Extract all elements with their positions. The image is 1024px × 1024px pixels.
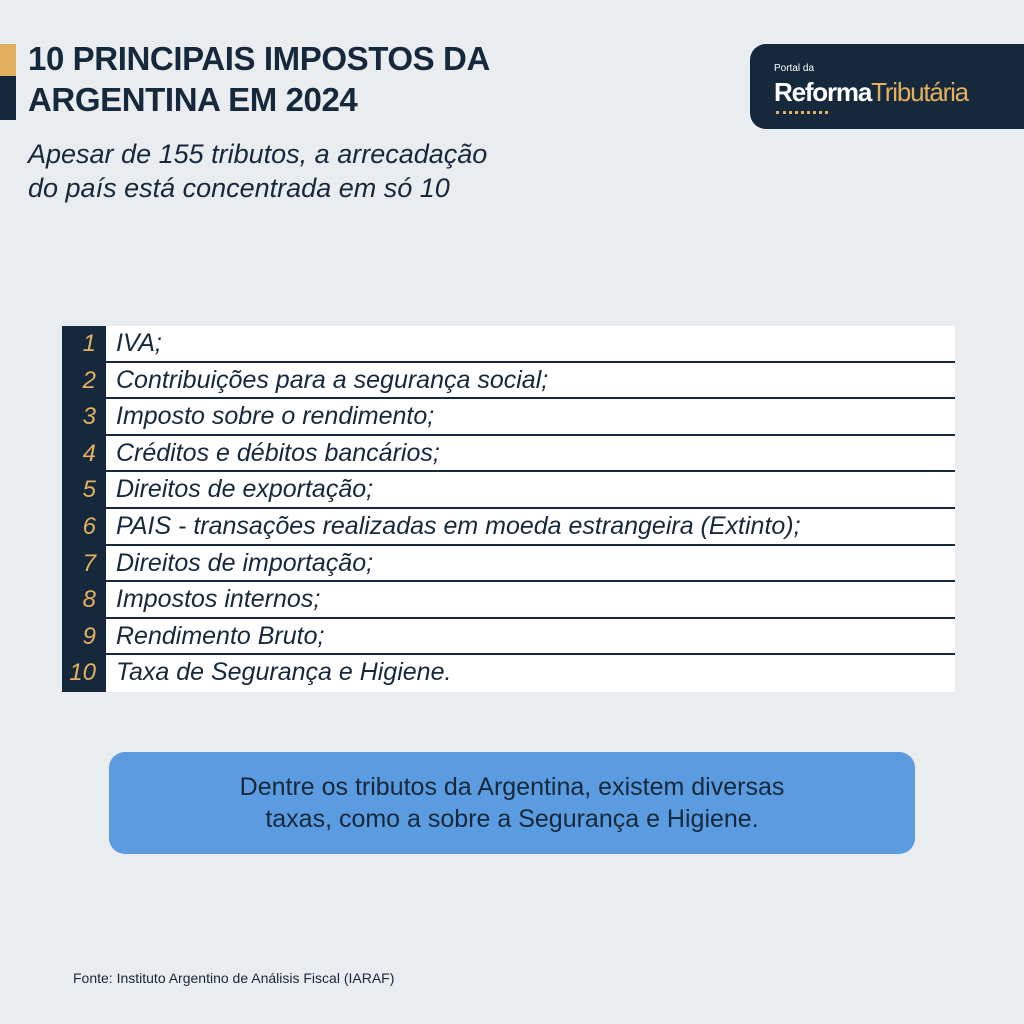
tax-list — [62, 326, 955, 692]
brand-logo-word-tributaria: Tributária — [871, 77, 968, 107]
list-item-text: Imposto sobre o rendimento; — [106, 399, 955, 434]
page-title-line-2: ARGENTINA EM 2024 — [28, 81, 358, 118]
list-item-text: Direitos de exportação; — [106, 472, 955, 507]
list-item-text: Rendimento Bruto; — [106, 619, 955, 654]
list-item-text: Contribuições para a segurança social; — [106, 363, 955, 398]
brand-logo-word-reforma: Reforma — [774, 77, 872, 107]
callout-line-2: taxas, como a sobre a Segurança e Higiene. — [265, 805, 759, 833]
list-item-text: Direitos de importação; — [106, 546, 955, 581]
page-subtitle-line-1: Apesar de 155 tributos, a arrecadação — [28, 139, 488, 169]
list-item-number: 6 — [82, 513, 96, 540]
list-item — [62, 326, 955, 361]
brand-logo-dots — [776, 111, 828, 114]
list-item — [62, 436, 955, 471]
brand-logo — [750, 44, 1024, 129]
callout-line-1: Dentre os tributos da Argentina, existem diversas — [239, 773, 785, 801]
list-item-number: 4 — [82, 439, 96, 467]
list-item — [62, 582, 955, 617]
list-item-number: 3 — [82, 403, 96, 431]
list-item — [62, 472, 955, 507]
brand-logo-prefix: Portal da — [774, 63, 815, 74]
list-item-number: 8 — [82, 586, 96, 614]
brand-logo-wordmark — [774, 77, 968, 107]
list-item-text: Taxa de Segurança e Higiene. — [106, 655, 955, 692]
page-subtitle-line-2: do país está concentrada em só 10 — [28, 173, 450, 203]
accent-bar-gold — [0, 44, 16, 76]
source-note: Fonte: Instituto Argentino de Análisis Fiscal (IARAF) — [73, 970, 395, 986]
list-item — [62, 619, 955, 654]
list-item-number: 10 — [69, 659, 96, 687]
page-subtitle — [28, 137, 487, 205]
list-item-text: Impostos internos; — [106, 582, 955, 617]
list-item — [62, 655, 955, 692]
callout-box — [109, 752, 915, 854]
list-item-text: Créditos e débitos bancários; — [106, 436, 955, 471]
list-item-number: 5 — [82, 476, 96, 504]
list-item-text: PAIS - transações realizadas em moeda estrangeira (Extinto); — [106, 509, 955, 544]
list-item-number: 7 — [82, 549, 96, 577]
list-item-number: 2 — [82, 366, 96, 394]
list-item-number: 1 — [82, 330, 96, 357]
list-item — [62, 546, 955, 581]
page-title — [28, 38, 490, 120]
callout-text — [240, 771, 785, 835]
list-item-number: 9 — [82, 622, 96, 650]
list-item — [62, 363, 955, 398]
list-item-text: IVA; — [106, 326, 955, 361]
page-title-line-1: 10 PRINCIPAIS IMPOSTOS DA — [28, 40, 490, 77]
list-item — [62, 509, 955, 544]
list-item — [62, 399, 955, 434]
accent-bar — [0, 44, 16, 120]
